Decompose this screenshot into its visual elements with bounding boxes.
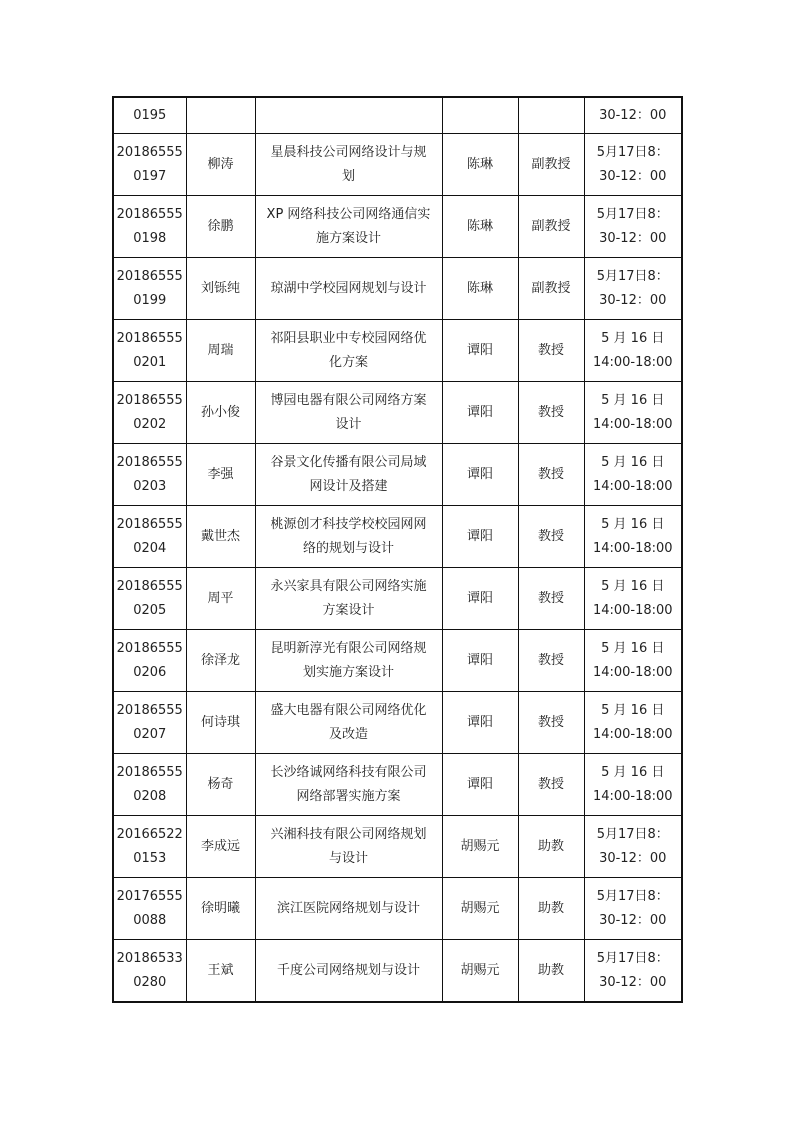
thesis-title-line: 划实施方案设计 — [302, 664, 394, 680]
student-name-cell — [186, 816, 255, 878]
student-id-cell — [113, 940, 186, 1003]
advisor-rank-line: 助教 — [537, 838, 564, 854]
student-id-cell — [113, 506, 186, 568]
defense-time-line: 5月17日8： — [596, 950, 669, 966]
defense-time-line: 5 月 16 日 — [601, 392, 665, 408]
advisor-name-cell — [442, 134, 518, 196]
student-name-cell — [186, 506, 255, 568]
defense-time-line: 30-12：00 — [599, 168, 667, 184]
thesis-title-cell — [255, 506, 442, 568]
student-id-line: 20186555 — [116, 144, 183, 160]
student-id-line: 0205 — [133, 602, 167, 618]
defense-time-line: 30-12：00 — [599, 974, 667, 990]
advisor-rank-cell — [518, 754, 584, 816]
advisor-name-line: 谭阳 — [466, 466, 493, 482]
table-row — [113, 630, 682, 692]
advisor-name-cell — [442, 630, 518, 692]
student-name-line: 柳涛 — [207, 156, 234, 172]
advisor-name-cell — [442, 692, 518, 754]
defense-time-cell — [584, 134, 682, 196]
thesis-title-line: 方案设计 — [322, 602, 375, 618]
advisor-name-cell — [442, 568, 518, 630]
advisor-rank-cell — [518, 382, 584, 444]
advisor-name-line: 陈琳 — [466, 218, 493, 234]
student-id-line: 20186555 — [116, 578, 183, 594]
student-name-cell — [186, 320, 255, 382]
student-id-cell — [113, 444, 186, 506]
student-name-line: 孙小俊 — [200, 404, 240, 420]
student-id-cell — [113, 630, 186, 692]
advisor-rank-line: 副教授 — [531, 156, 571, 172]
advisor-rank-cell — [518, 444, 584, 506]
student-id-line: 20186555 — [116, 268, 183, 284]
thesis-title-cell — [255, 258, 442, 320]
defense-time-cell — [584, 506, 682, 568]
thesis-title-cell — [255, 444, 442, 506]
table-row — [113, 134, 682, 196]
student-name-line: 戴世杰 — [200, 528, 240, 544]
advisor-rank-cell — [518, 630, 584, 692]
defense-time-line: 14:00-18:00 — [592, 726, 673, 742]
student-id-line: 20186555 — [116, 392, 183, 408]
defense-time-line: 30-12：00 — [599, 292, 667, 308]
advisor-rank-line: 副教授 — [531, 218, 571, 234]
student-id-line: 20186555 — [116, 764, 183, 780]
student-id-cell — [113, 816, 186, 878]
thesis-title-line: 博园电器有限公司网络方案 — [270, 392, 427, 408]
student-id-cell — [113, 97, 186, 134]
student-id-cell — [113, 258, 186, 320]
defense-time-cell — [584, 630, 682, 692]
thesis-title-line: 琼湖中学校园网规划与设计 — [270, 280, 427, 296]
student-id-cell — [113, 754, 186, 816]
student-id-line: 20186555 — [116, 454, 183, 470]
thesis-title-cell — [255, 97, 442, 134]
thesis-title-line: 及改造 — [328, 726, 368, 742]
defense-time-line: 5月17日8： — [596, 144, 669, 160]
advisor-rank-line: 助教 — [537, 900, 564, 916]
advisor-rank-line: 教授 — [537, 528, 564, 544]
advisor-name-line: 谭阳 — [466, 776, 493, 792]
advisor-name-line: 胡赐元 — [460, 900, 500, 916]
thesis-title-line: 谷景文化传播有限公司局域 — [270, 454, 427, 470]
advisor-name-line: 谭阳 — [466, 590, 493, 606]
table-row — [113, 878, 682, 940]
schedule-table-body — [113, 97, 682, 1002]
defense-time-cell — [584, 878, 682, 940]
advisor-name-cell — [442, 444, 518, 506]
defense-time-line: 30-12：00 — [599, 850, 667, 866]
advisor-name-cell — [442, 816, 518, 878]
student-name-line: 徐鹏 — [207, 218, 234, 234]
thesis-title-line: 化方案 — [328, 354, 368, 370]
student-id-line: 0199 — [133, 292, 167, 308]
student-id-line: 0207 — [133, 726, 167, 742]
student-name-cell — [186, 196, 255, 258]
thesis-title-cell — [255, 382, 442, 444]
student-name-line: 周平 — [207, 590, 234, 606]
thesis-title-line: 与设计 — [328, 850, 368, 866]
table-row — [113, 506, 682, 568]
advisor-name-line: 陈琳 — [466, 280, 493, 296]
table-row — [113, 816, 682, 878]
student-id-line: 20176555 — [116, 888, 183, 904]
advisor-rank-cell — [518, 320, 584, 382]
student-name-line: 徐明曦 — [200, 900, 240, 916]
student-name-cell — [186, 754, 255, 816]
student-id-line: 0201 — [133, 354, 167, 370]
defense-time-line: 5月17日8： — [596, 268, 669, 284]
student-name-cell — [186, 878, 255, 940]
advisor-rank-cell — [518, 506, 584, 568]
advisor-name-cell — [442, 754, 518, 816]
student-name-line: 何诗琪 — [200, 714, 240, 730]
advisor-rank-cell — [518, 258, 584, 320]
advisor-rank-line: 助教 — [537, 962, 564, 978]
table-row — [113, 258, 682, 320]
defense-time-cell — [584, 754, 682, 816]
defense-time-cell — [584, 692, 682, 754]
advisor-rank-line: 教授 — [537, 590, 564, 606]
thesis-title-line: 兴湘科技有限公司网络规划 — [270, 826, 427, 842]
defense-time-line: 14:00-18:00 — [592, 602, 673, 618]
thesis-title-line: 络的规划与设计 — [302, 540, 394, 556]
advisor-name-cell — [442, 196, 518, 258]
student-id-line: 0197 — [133, 168, 167, 184]
defense-time-line: 5月17日8： — [596, 206, 669, 222]
student-name-cell — [186, 568, 255, 630]
student-id-cell — [113, 568, 186, 630]
advisor-name-line: 陈琳 — [466, 156, 493, 172]
student-name-line: 李强 — [207, 466, 234, 482]
thesis-title-cell — [255, 940, 442, 1003]
thesis-title-line: 施方案设计 — [315, 230, 381, 246]
advisor-name-line: 谭阳 — [466, 714, 493, 730]
thesis-title-cell — [255, 134, 442, 196]
thesis-title-cell — [255, 196, 442, 258]
defense-time-cell — [584, 940, 682, 1003]
defense-time-line: 5月17日8： — [596, 888, 669, 904]
student-id-cell — [113, 134, 186, 196]
advisor-rank-cell — [518, 196, 584, 258]
advisor-name-line: 谭阳 — [466, 528, 493, 544]
advisor-name-cell — [442, 382, 518, 444]
student-name-cell — [186, 97, 255, 134]
defense-time-cell — [584, 382, 682, 444]
thesis-title-line: 桃源创才科技学校校园网网 — [270, 516, 427, 532]
defense-time-line: 5 月 16 日 — [601, 702, 665, 718]
defense-time-cell — [584, 444, 682, 506]
defense-time-line: 5 月 16 日 — [601, 330, 665, 346]
thesis-title-line: 盛大电器有限公司网络优化 — [270, 702, 427, 718]
advisor-rank-line: 教授 — [537, 466, 564, 482]
defense-time-cell — [584, 196, 682, 258]
thesis-title-line: 星晨科技公司网络设计与规 — [270, 144, 427, 160]
student-id-line: 20186555 — [116, 516, 183, 532]
defense-time-line: 5 月 16 日 — [601, 764, 665, 780]
advisor-rank-line: 副教授 — [531, 280, 571, 296]
thesis-title-line: 网络部署实施方案 — [296, 788, 401, 804]
advisor-rank-cell — [518, 940, 584, 1003]
student-id-cell — [113, 382, 186, 444]
table-row — [113, 568, 682, 630]
advisor-name-cell — [442, 258, 518, 320]
student-id-line: 20166522 — [116, 826, 183, 842]
advisor-rank-line: 教授 — [537, 652, 564, 668]
student-id-cell — [113, 320, 186, 382]
thesis-title-line: XP 网络科技公司网络通信实 — [266, 206, 431, 222]
thesis-title-cell — [255, 754, 442, 816]
thesis-title-line: 滨江医院网络规划与设计 — [276, 900, 420, 916]
student-name-line: 杨奇 — [207, 776, 234, 792]
defense-time-line: 30-12：00 — [599, 912, 667, 928]
advisor-rank-cell — [518, 568, 584, 630]
defense-time-line: 14:00-18:00 — [592, 478, 673, 494]
advisor-name-line: 谭阳 — [466, 404, 493, 420]
advisor-rank-line: 教授 — [537, 776, 564, 792]
student-name-line: 周瑞 — [207, 342, 234, 358]
student-name-line: 刘铄纯 — [200, 280, 240, 296]
student-name-cell — [186, 382, 255, 444]
defense-time-cell — [584, 816, 682, 878]
thesis-title-cell — [255, 878, 442, 940]
student-id-line: 0202 — [133, 416, 167, 432]
defense-time-line: 5 月 16 日 — [601, 640, 665, 656]
defense-time-cell — [584, 568, 682, 630]
defense-time-cell — [584, 320, 682, 382]
student-name-cell — [186, 692, 255, 754]
advisor-rank-cell — [518, 97, 584, 134]
defense-time-line: 5 月 16 日 — [601, 516, 665, 532]
advisor-rank-cell — [518, 816, 584, 878]
student-id-line: 20186555 — [116, 206, 183, 222]
defense-time-line: 14:00-18:00 — [592, 664, 673, 680]
defense-time-line: 14:00-18:00 — [592, 416, 673, 432]
thesis-title-line: 长沙络诚网络科技有限公司 — [270, 764, 427, 780]
student-id-line: 0203 — [133, 478, 167, 494]
advisor-rank-cell — [518, 878, 584, 940]
student-id-line: 0088 — [133, 912, 167, 928]
advisor-rank-line: 教授 — [537, 404, 564, 420]
advisor-rank-line: 教授 — [537, 714, 564, 730]
student-id-line: 0208 — [133, 788, 167, 804]
student-name-cell — [186, 258, 255, 320]
defense-time-line: 30-12：00 — [599, 230, 667, 246]
table-row — [113, 97, 682, 134]
thesis-title-line: 千度公司网络规划与设计 — [276, 962, 420, 978]
student-name-line: 王斌 — [207, 962, 234, 978]
student-name-cell — [186, 630, 255, 692]
student-name-cell — [186, 940, 255, 1003]
table-row — [113, 196, 682, 258]
defense-time-line: 5月17日8： — [596, 826, 669, 842]
advisor-name-line: 谭阳 — [466, 342, 493, 358]
student-name-line: 徐泽龙 — [200, 652, 240, 668]
student-id-line: 0204 — [133, 540, 167, 556]
student-id-line: 20186555 — [116, 702, 183, 718]
advisor-name-cell — [442, 320, 518, 382]
table-row — [113, 382, 682, 444]
thesis-title-cell — [255, 692, 442, 754]
thesis-title-line: 设计 — [335, 416, 362, 432]
defense-time-line: 5 月 16 日 — [601, 578, 665, 594]
advisor-name-cell — [442, 506, 518, 568]
table-row — [113, 320, 682, 382]
student-id-line: 0198 — [133, 230, 167, 246]
student-id-cell — [113, 692, 186, 754]
student-id-line: 0153 — [133, 850, 167, 866]
student-id-line: 20186533 — [116, 950, 183, 966]
table-row — [113, 692, 682, 754]
student-name-line: 李成远 — [200, 838, 240, 854]
advisor-name-cell — [442, 97, 518, 134]
advisor-rank-cell — [518, 692, 584, 754]
thesis-title-line: 永兴家具有限公司网络实施 — [270, 578, 427, 594]
student-id-cell — [113, 196, 186, 258]
thesis-title-line: 网设计及搭建 — [309, 478, 388, 494]
thesis-title-cell — [255, 320, 442, 382]
advisor-rank-cell — [518, 134, 584, 196]
advisor-name-cell — [442, 940, 518, 1003]
advisor-name-line: 胡赐元 — [460, 838, 500, 854]
thesis-title-line: 祁阳县职业中专校园网络优 — [270, 330, 427, 346]
student-id-line: 0195 — [133, 107, 167, 123]
defense-time-line: 5 月 16 日 — [601, 454, 665, 470]
defense-time-line: 14:00-18:00 — [592, 354, 673, 370]
advisor-name-line: 胡赐元 — [460, 962, 500, 978]
table-row — [113, 444, 682, 506]
schedule-table — [112, 96, 683, 1003]
defense-time-cell — [584, 97, 682, 134]
defense-time-line: 14:00-18:00 — [592, 540, 673, 556]
student-id-line: 0206 — [133, 664, 167, 680]
thesis-title-line: 划 — [341, 168, 355, 184]
thesis-title-cell — [255, 630, 442, 692]
student-name-cell — [186, 134, 255, 196]
table-row — [113, 754, 682, 816]
table-row — [113, 940, 682, 1003]
defense-time-cell — [584, 258, 682, 320]
defense-time-line: 30-12：00 — [599, 107, 667, 123]
thesis-title-line: 昆明新淳光有限公司网络规 — [270, 640, 427, 656]
student-id-line: 20186555 — [116, 640, 183, 656]
advisor-name-cell — [442, 878, 518, 940]
student-id-line: 20186555 — [116, 330, 183, 346]
thesis-title-cell — [255, 568, 442, 630]
student-name-cell — [186, 444, 255, 506]
student-id-cell — [113, 878, 186, 940]
student-id-line: 0280 — [133, 974, 167, 990]
advisor-rank-line: 教授 — [537, 342, 564, 358]
defense-time-line: 14:00-18:00 — [592, 788, 673, 804]
advisor-name-line: 谭阳 — [466, 652, 493, 668]
thesis-title-cell — [255, 816, 442, 878]
